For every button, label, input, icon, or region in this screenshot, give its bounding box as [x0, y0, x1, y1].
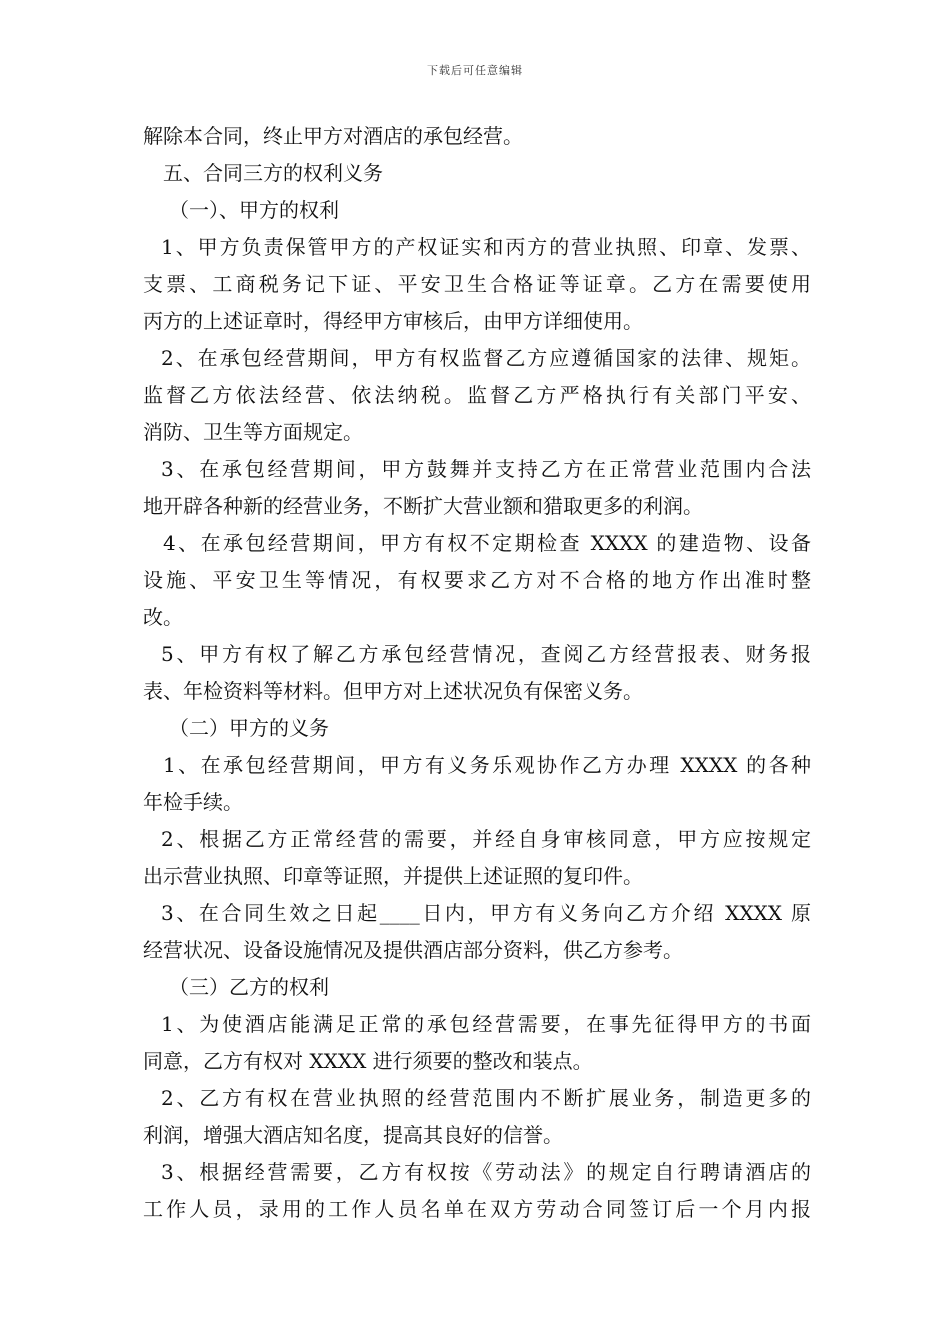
text-line: 1、甲方负责保管甲方的产权证实和丙方的营业执照、印章、发票、	[161, 235, 811, 259]
text-line: 监督乙方依法经营、依法纳税。监督乙方严格执行有关部门平安、	[143, 383, 811, 407]
text-line: 改。	[143, 605, 183, 629]
text-line: 经营状况、设备设施情况及提供酒店部分资料，供乙方参考。	[143, 938, 683, 962]
text-line: 3、根据经营需要，乙方有权按《劳动法》的规定自行聘请酒店的	[161, 1160, 811, 1184]
text-line: 1、在承包经营期间，甲方有义务乐观协作乙方办理 XXXX 的各种	[163, 753, 811, 777]
text-line: 利润，增强大酒店知名度，提高其良好的信誉。	[143, 1123, 563, 1147]
document-body	[143, 118, 811, 1228]
text-line: 4、在承包经营期间，甲方有权不定期检查 XXXX 的建造物、设备	[163, 531, 811, 555]
subsection-heading: （三）乙方的权利	[169, 975, 329, 999]
text-line: 同意，乙方有权对 XXXX 进行须要的整改和装点。	[143, 1049, 593, 1073]
text-line: 3、在承包经营期间，甲方鼓舞并支持乙方在正常营业范围内合法	[161, 457, 811, 481]
text-line: 2、根据乙方正常经营的需要，并经自身审核同意，甲方应按规定	[161, 827, 811, 851]
text-line: 2、在承包经营期间，甲方有权监督乙方应遵循国家的法律、规矩。	[161, 346, 811, 370]
text-line: 1、为使酒店能满足正常的承包经营需要，在事先征得甲方的书面	[161, 1012, 811, 1036]
section-heading: 五、合同三方的权利义务	[163, 161, 383, 185]
page-header: 下载后可任意编辑	[427, 64, 523, 77]
text-line: 工作人员，录用的工作人员名单在双方劳动合同签订后一个月内报	[143, 1197, 811, 1221]
text-line: 设施、平安卫生等情况，有权要求乙方对不合格的地方作出准时整	[143, 568, 811, 592]
text-line: 5、甲方有权了解乙方承包经营情况，查阅乙方经营报表、财务报	[161, 642, 811, 666]
text-line: 地开辟各种新的经营业务，不断扩大营业额和猎取更多的利润。	[143, 494, 703, 518]
subsection-heading: （二）甲方的义务	[169, 716, 329, 740]
text-line: 消防、卫生等方面规定。	[143, 420, 363, 444]
text-line: 3、在合同生效之日起____日内，甲方有义务向乙方介绍 XXXX 原	[161, 901, 811, 925]
text-line: 出示营业执照、印章等证照，并提供上述证照的复印件。	[143, 864, 643, 888]
text-line: 丙方的上述证章时，得经甲方审核后，由甲方详细使用。	[143, 309, 643, 333]
text-line: 表、年检资料等材料。但甲方对上述状况负有保密义务。	[143, 679, 643, 703]
text-line: 解除本合同，终止甲方对酒店的承包经营。	[143, 124, 523, 148]
text-line: 年检手续。	[143, 790, 243, 814]
text-line: 支票、工商税务记下证、平安卫生合格证等证章。乙方在需要使用	[143, 272, 811, 296]
text-line: 2、乙方有权在营业执照的经营范围内不断扩展业务，制造更多的	[161, 1086, 811, 1110]
subsection-heading: （一）、甲方的权利	[169, 198, 339, 222]
